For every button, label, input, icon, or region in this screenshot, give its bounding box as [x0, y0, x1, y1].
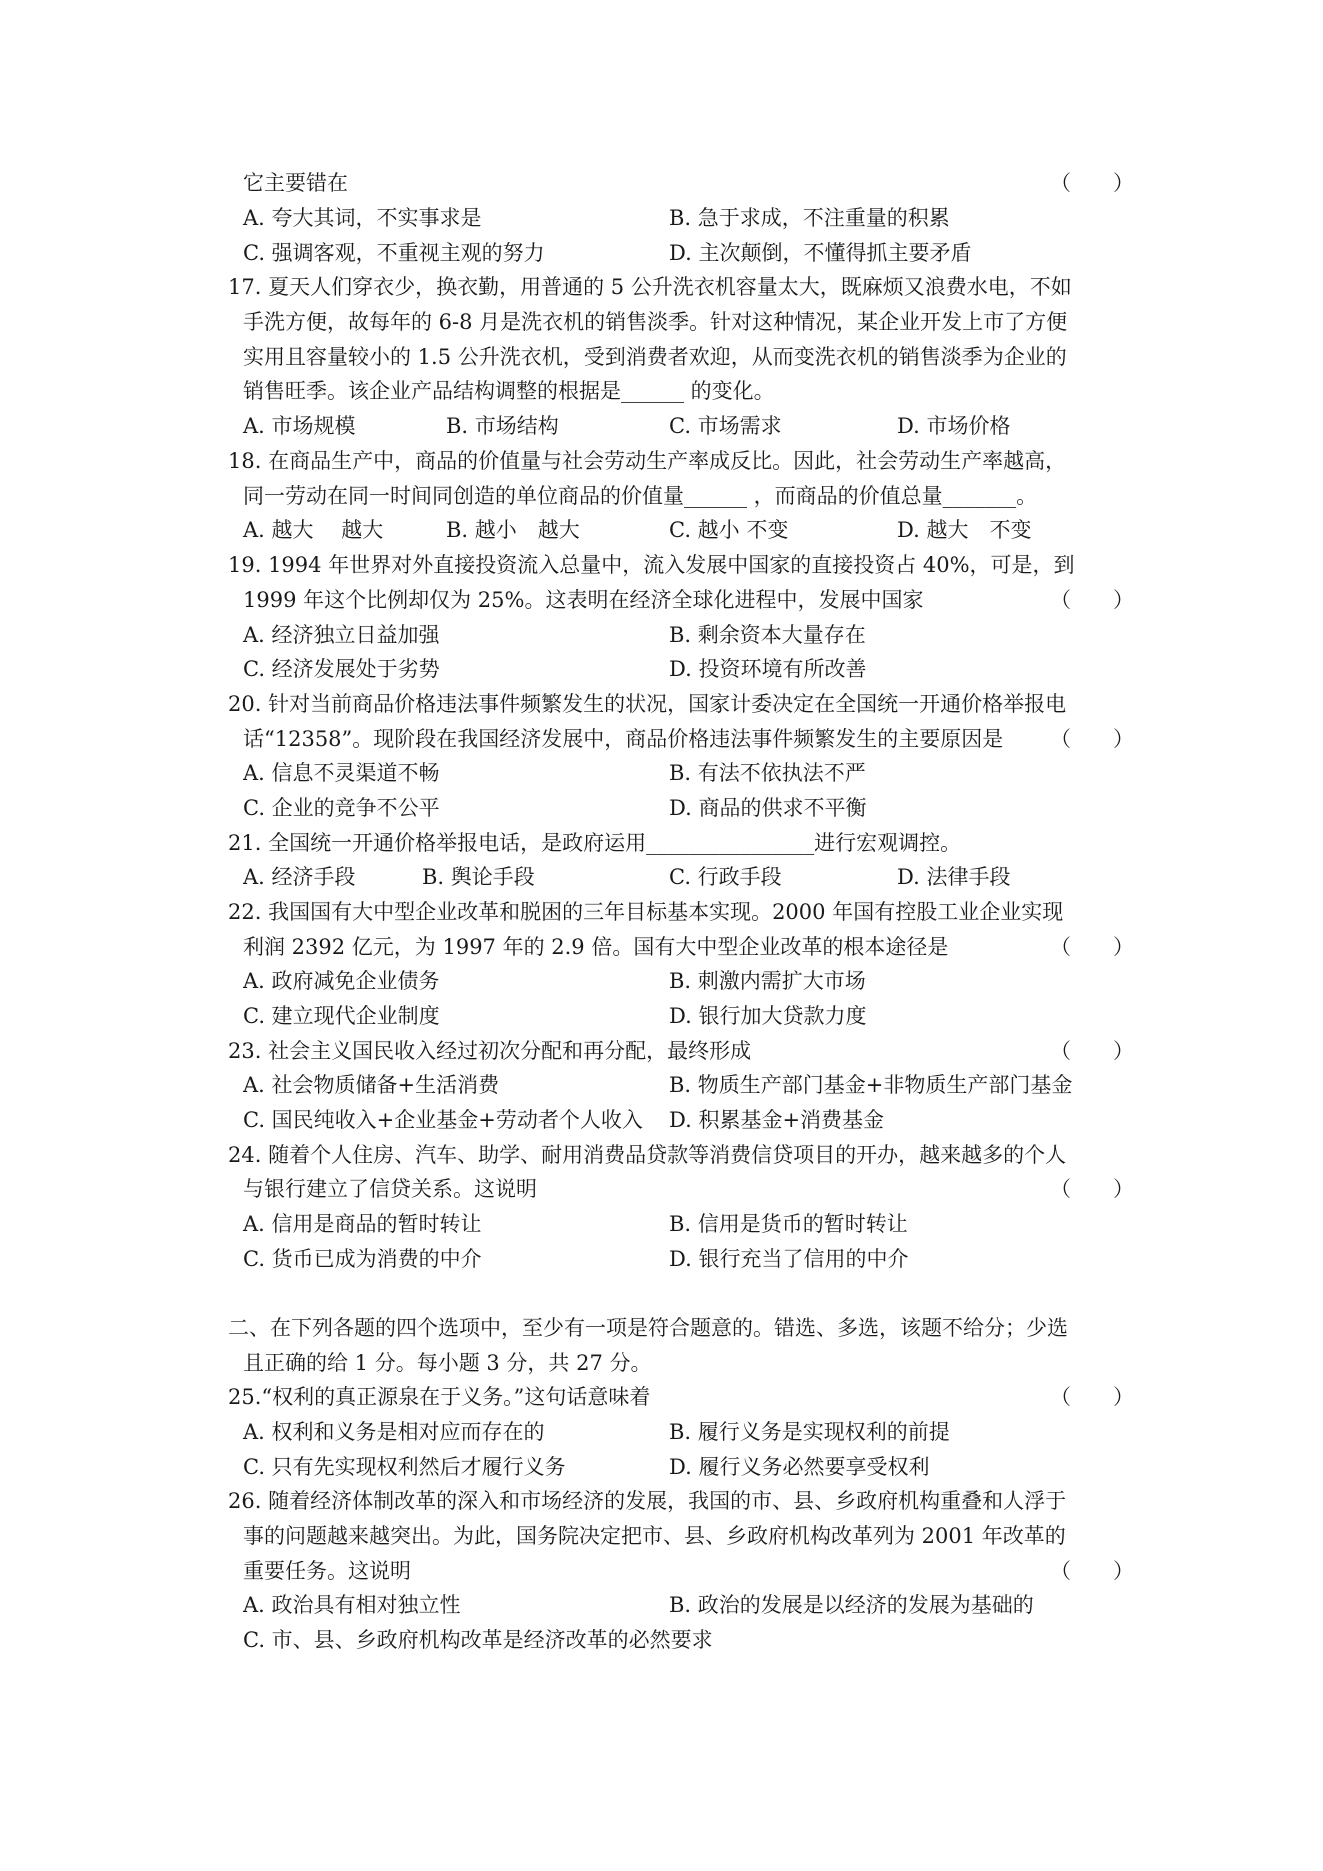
option-c: C. 企业的竞争不公平 — [243, 796, 440, 820]
option-b: B. 物质生产部门基金+非物质生产部门基金 — [669, 1073, 1073, 1097]
question-20: 20. 针对当前商品价格违法事件频繁发生的状况，国家计委决定在全国统一开通价格举报电 — [228, 692, 1067, 716]
option-a: A. 政治具有相对独立性 — [243, 1593, 461, 1617]
option-d: D. 履行义务必然要享受权利 — [669, 1455, 930, 1479]
question-text: 实用且容量较小的 1.5 公升洗衣机，受到消费者欢迎，从而变洗衣机的销售淡季为企业的 — [243, 345, 1067, 369]
option-c: C. 只有先实现权利然后才履行义务 — [243, 1455, 566, 1479]
option-b: B. 刺激内需扩大市场 — [669, 969, 866, 993]
question-text: 它主要错在 — [243, 171, 348, 195]
option-d: D. 法律手段 — [897, 865, 1011, 889]
answer-blank: （ ） — [1050, 1039, 1134, 1063]
option-b: B. 越小 越大 — [446, 518, 580, 542]
question-25: 25.“权利的真正源泉在于义务。”这句话意味着 — [228, 1385, 651, 1409]
option-c: C. 市场需求 — [669, 414, 782, 438]
option-a: A. 经济手段 — [243, 865, 356, 889]
option-a: A. 市场规模 — [243, 414, 356, 438]
answer-blank: （ ） — [1050, 727, 1134, 751]
option-a: A. 信用是商品的暂时转让 — [243, 1212, 482, 1236]
option-b: B. 剩余资本大量存在 — [669, 623, 866, 647]
option-a: A. 夸大其词，不实事求是 — [243, 206, 482, 230]
option-d: D. 越大 不变 — [897, 518, 1032, 542]
question-18: 18. 在商品生产中，商品的价值量与社会劳动生产率成反比。因此，社会劳动生产率越高， — [228, 449, 1067, 473]
option-b: B. 信用是货币的暂时转让 — [669, 1212, 908, 1236]
option-b: B. 政治的发展是以经济的发展为基础的 — [669, 1593, 1034, 1617]
question-text: 利润 2392 亿元，为 1997 年的 2.9 倍。国有大中型企业改革的根本途径是 — [243, 935, 949, 959]
question-24: 24. 随着个人住房、汽车、助学、耐用消费品贷款等消费信贷项目的开办，越来越多的个人 — [228, 1143, 1067, 1167]
option-a: A. 越大 越大 — [243, 518, 384, 542]
option-b: B. 舆论手段 — [422, 865, 535, 889]
option-c: C. 国民纯收入+企业基金+劳动者个人收入 — [243, 1108, 643, 1132]
option-c: C. 经济发展处于劣势 — [243, 657, 440, 681]
option-a: A. 政府减免企业债务 — [243, 969, 440, 993]
question-text: 手洗方便，故每年的 6-8 月是洗衣机的销售淡季。针对这种情况，某企业开发上市了方便 — [243, 310, 1068, 334]
section-heading: 二、在下列各题的四个选项中，至少有一项是符合题意的。错选、多选，该题不给分；少选 — [228, 1316, 1068, 1340]
question-22: 22. 我国国有大中型企业改革和脱困的三年目标基本实现。2000 年国有控股工业企业实现 — [228, 900, 1064, 924]
option-c: C. 市、县、乡政府机构改革是经济改革的必然要求 — [243, 1628, 713, 1652]
option-d: D. 投资环境有所改善 — [669, 657, 867, 681]
answer-blank: （ ） — [1050, 1385, 1134, 1409]
question-19: 19. 1994 年世界对外直接投资流入总量中，流入发展中国家的直接投资占 40%，可是，到 — [228, 553, 1075, 577]
option-a: A. 权利和义务是相对应而存在的 — [243, 1420, 545, 1444]
question-text: 事的问题越来越突出。为此，国务院决定把市、县、乡政府机构改革列为 2001 年改革的 — [243, 1524, 1066, 1548]
question-text: 重要任务。这说明 — [243, 1559, 411, 1583]
option-c: C. 行政手段 — [669, 865, 782, 889]
option-b: B. 有法不依执法不严 — [669, 761, 866, 785]
question-text: 与银行建立了信贷关系。这说明 — [243, 1177, 537, 1201]
section-instructions: 且正确的给 1 分。每小题 3 分，共 27 分。 — [243, 1351, 652, 1375]
option-a: A. 经济独立日益加强 — [243, 623, 440, 647]
question-23: 23. 社会主义国民收入经过初次分配和再分配，最终形成 — [228, 1039, 752, 1063]
option-a: A. 信息不灵渠道不畅 — [243, 761, 440, 785]
question-text: 话“12358”。现阶段在我国经济发展中，商品价格违法事件频繁发生的主要原因是 — [243, 727, 1004, 751]
option-a: A. 社会物质储备+生活消费 — [243, 1073, 500, 1097]
option-d: D. 积累基金+消费基金 — [669, 1108, 885, 1132]
option-c: C. 货币已成为消费的中介 — [243, 1247, 482, 1271]
question-text: 同一劳动在同一时间同创造的单位商品的价值量______ ，而商品的价值总量_______。 — [243, 484, 1038, 508]
answer-blank: （ ） — [1050, 1177, 1134, 1201]
question-text: 1999 年这个比例却仅为 25%。这表明在经济全球化进程中，发展中国家 — [243, 588, 924, 612]
question-26: 26. 随着经济体制改革的深入和市场经济的发展，我国的市、县、乡政府机构重叠和人浮于 — [228, 1489, 1067, 1513]
option-d: D. 银行充当了信用的中介 — [669, 1247, 909, 1271]
question-text: 销售旺季。该企业产品结构调整的根据是______ 的变化。 — [243, 379, 775, 403]
option-c: C. 越小 不变 — [669, 518, 789, 542]
option-b: B. 市场结构 — [446, 414, 559, 438]
question-17: 17. 夏天人们穿衣少，换衣勤，用普通的 5 公升洗衣机容量太大，既麻烦又浪费水电，不如 — [228, 275, 1072, 299]
question-21: 21. 全国统一开通价格举报电话，是政府运用________________进行宏观调控。 — [228, 831, 962, 855]
answer-blank: （ ） — [1050, 935, 1134, 959]
answer-blank: （ ） — [1050, 1559, 1134, 1583]
option-d: D. 主次颠倒，不懂得抓主要矛盾 — [669, 241, 972, 265]
option-b: B. 履行义务是实现权利的前提 — [669, 1420, 950, 1444]
option-c: C. 建立现代企业制度 — [243, 1004, 440, 1028]
answer-blank: （ ） — [1050, 588, 1134, 612]
option-d: D. 市场价格 — [897, 414, 1011, 438]
option-d: D. 商品的供求不平衡 — [669, 796, 867, 820]
option-b: B. 急于求成，不注重量的积累 — [669, 206, 950, 230]
option-c: C. 强调客观，不重视主观的努力 — [243, 241, 545, 265]
answer-blank: （ ） — [1050, 171, 1134, 195]
option-d: D. 银行加大贷款力度 — [669, 1004, 867, 1028]
